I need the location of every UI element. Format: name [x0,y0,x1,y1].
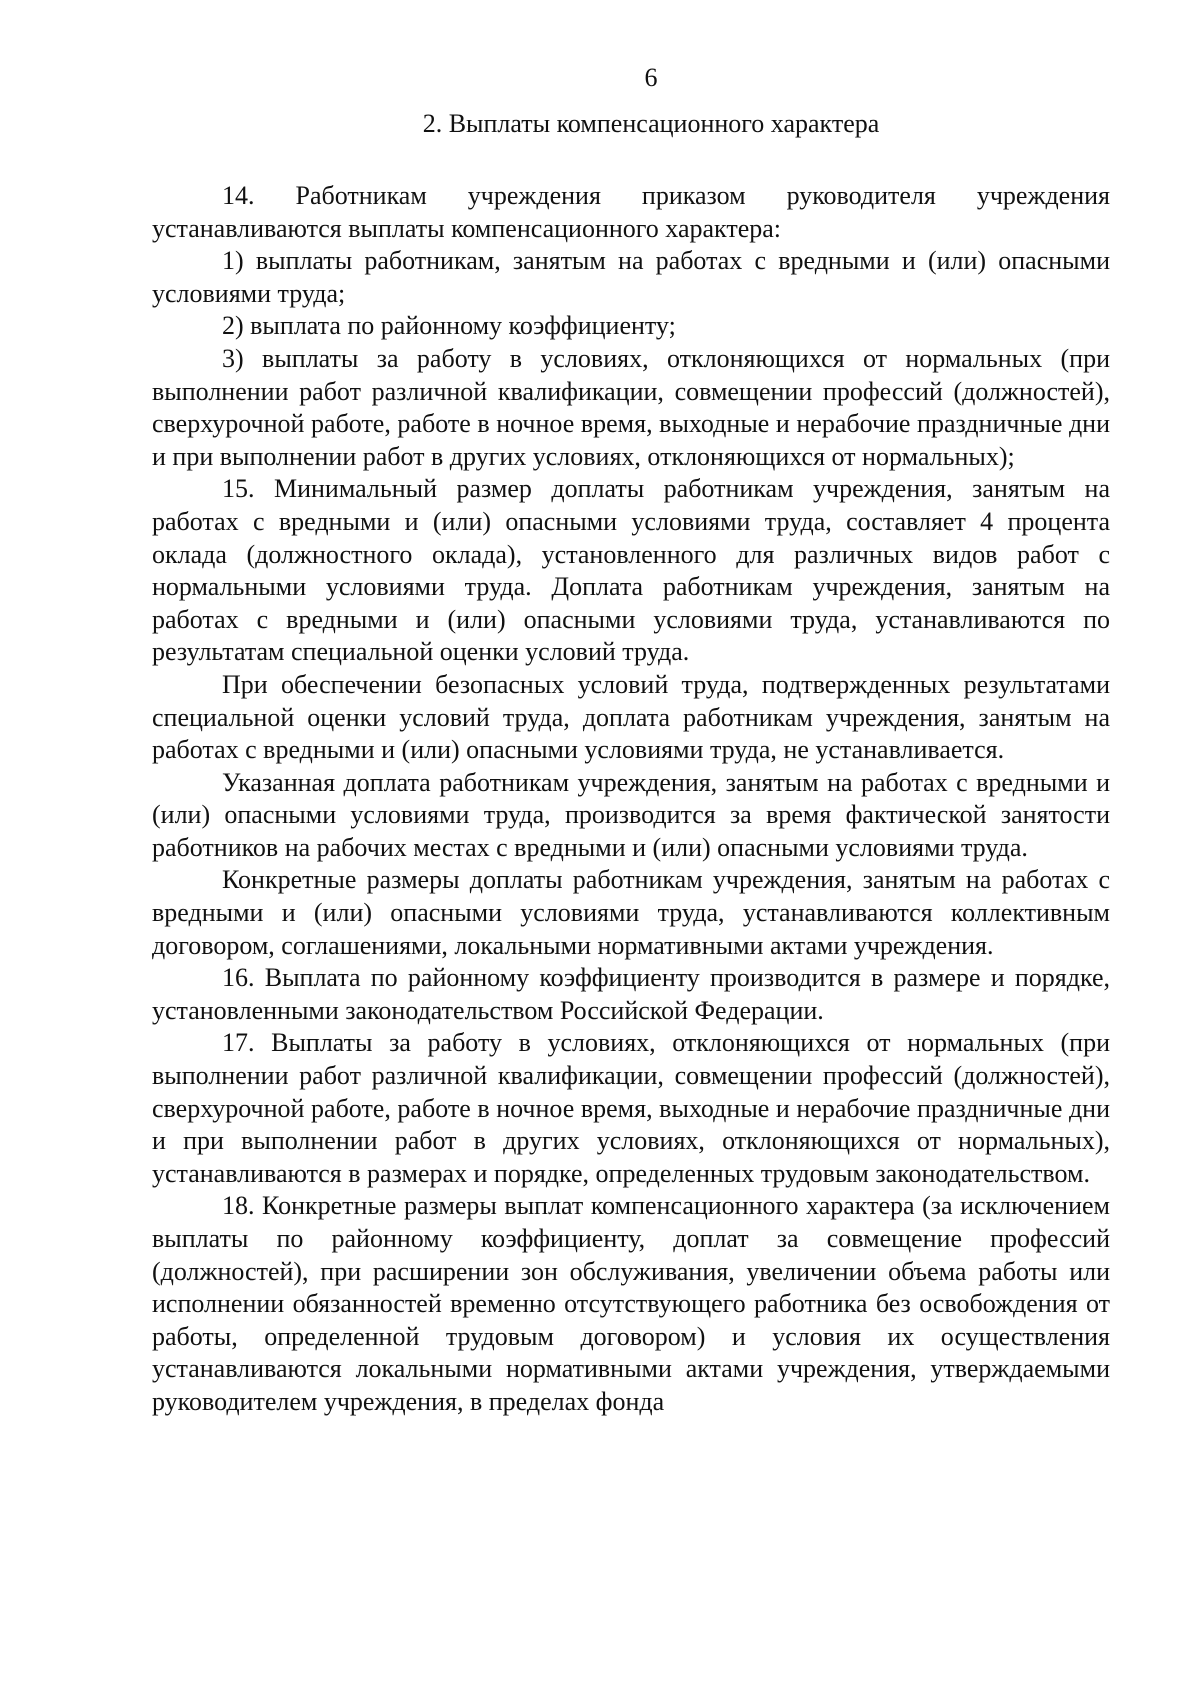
paragraph-14: 14. Работникам учреждения приказом руководителя учреждения устанавливаются выплаты компенсационного характера: [152,181,1110,243]
list-item-1: 1) выплаты работникам, занятым на работах с вредными и (или) опасными условиями труда; [152,246,1110,308]
paragraph-15-specific-amounts: Конкретные размеры доплаты работникам учреждения, занятым на работах с вредными и (или) опасными условиями труда, устанавливаются коллективным договором, соглашениями, локальными нормативными актами учреждения. [152,865,1110,960]
paragraph-15: 15. Минимальный размер доплаты работникам учреждения, занятым на работах с вредными и (или) опасными условиями труда, составляет 4 процента оклада (должностного оклада), установленного для различных видов работ с нормальными условиями труда. Доплата работникам учреждения, занятым на работах с вредными и (или) опасными условиями труда, устанавливаются по результатам специальной оценки условий труда. [152,474,1110,667]
page-number: 6 [644,63,658,92]
section-title: 2. Выплаты компенсационного характера [422,109,880,138]
paragraph-15-payment-time: Указанная доплата работникам учреждения, занятым на работах с вредными и (или) опасными условиями труда, производится за время фактической занятости работников на рабочих местах с вредными и (или) опасными условиями труда. [152,767,1110,862]
paragraph-15-safe-conditions: При обеспечении безопасных условий труда, подтвержденных результатами специальной оценки условий труда, доплата работникам учреждения, занятым на работах с вредными и (или) опасными условиями труда, не устанавливается. [152,669,1110,765]
paragraph-17: 17. Выплаты за работу в условиях, отклоняющихся от нормальных (при выполнении работ различной квалификации, совмещении профессий (должностей), сверхурочной работе, работе в ночное время, выходные и нерабочие праздничные дни и при выполнении работ в других условиях, отклоняющихся от нормальных), устанавливаются в размерах и порядке, определенных трудовым законодательством. [152,1028,1110,1188]
list-item-2: 2) выплата по районному коэффициенту; [222,311,676,341]
list-item-3: 3) выплаты за работу в условиях, отклоняющихся от нормальных (при выполнении работ различной квалификации, совмещении профессий (должностей), сверхурочной работе, работе в ночное время, выходные и нерабочие праздничные дни и при выполнении работ в других условиях, отклоняющихся от нормальных); [152,343,1110,471]
paragraph-18: 18. Конкретные размеры выплат компенсационного характера (за исключением выплаты по районному коэффициенту, доплат за совмещение профессий (должностей), при расширении зон обслуживания, увеличении объема работы или исполнении обязанностей временно отсутствующего работника без освобождения от работы, определенной трудовым договором) и условия их осуществления устанавливаются локальными нормативными актами учреждения, утверждаемыми руководителем учреждения, в пределах фонда [152,1191,1110,1416]
document-body [152,180,1110,1419]
paragraph-16: 16. Выплата по районному коэффициенту производится в размере и порядке, установленными законодательством Российской Федерации. [152,963,1110,1025]
